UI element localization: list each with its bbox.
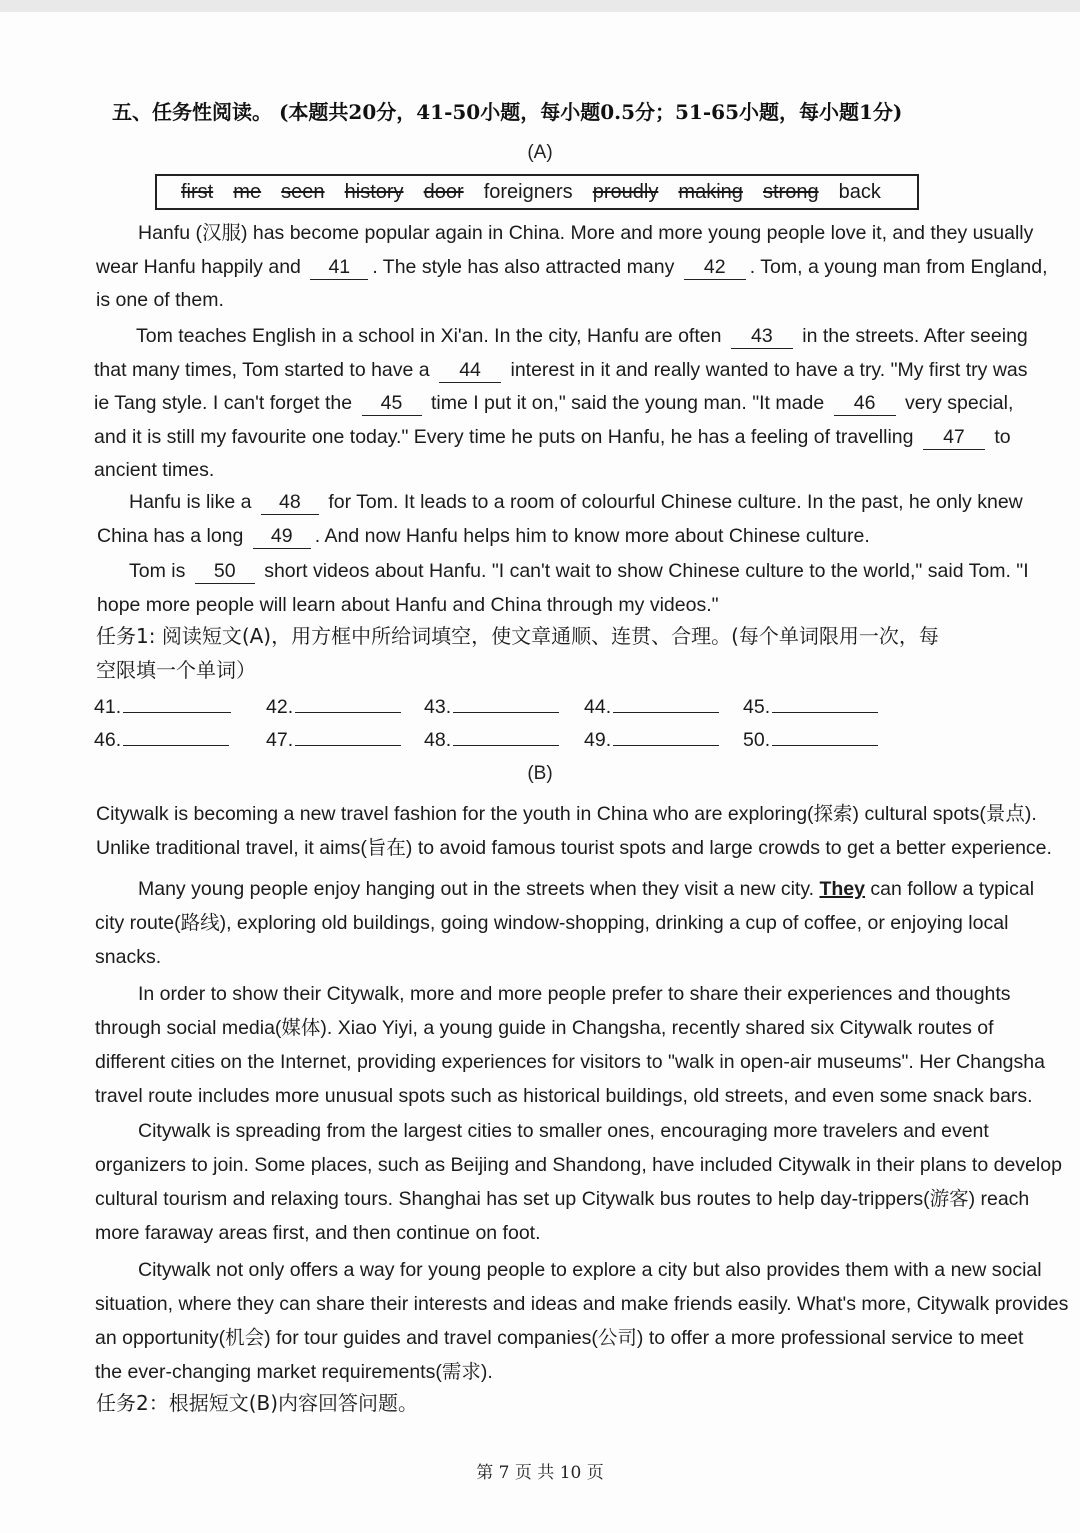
passage-b-paragraph-3 xyxy=(95,977,1045,1113)
passage-b-paragraph-2 xyxy=(95,872,1034,974)
text-span: Many young people enjoy hanging out in the streets when they visit a new city. xyxy=(138,878,815,900)
text-line xyxy=(97,520,1023,554)
text-line: through social media(媒体). Xiao Yiyi, a young guide in Changsha, recently shared six Citywalk routes of xyxy=(95,1017,994,1039)
answer-slot-42[interactable] xyxy=(266,694,401,719)
blank-43: 43 xyxy=(731,324,793,349)
text-line: 空限填一个单词） xyxy=(96,658,256,682)
text-span: time I put it on," said the young man. "It made xyxy=(430,392,825,414)
text-line: Hanfu (汉服) has become popular again in China. More and more young people love it, and they usually xyxy=(138,222,1034,244)
text-line xyxy=(97,486,1023,520)
blank-47: 47 xyxy=(923,425,985,450)
text-line: the ever-changing market requirements(需求). xyxy=(95,1361,493,1383)
word-box-word: strong xyxy=(762,180,819,203)
text-line: Citywalk is becoming a new travel fashion for the youth in China who are exploring(探索) cultural spots(景点). xyxy=(96,803,1037,825)
answer-slot-43[interactable] xyxy=(424,694,559,719)
word-box-word: foreigners xyxy=(483,180,573,203)
text-line xyxy=(94,387,1028,421)
word-box-word: first xyxy=(181,180,214,203)
blank-50: 50 xyxy=(195,559,255,584)
text-span: can follow a typical xyxy=(870,878,1035,900)
passage-a-paragraph-1 xyxy=(96,217,1048,318)
text-line: cultural tourism and relaxing tours. Shanghai has set up Citywalk bus routes to help day-trippers(游客) reach xyxy=(95,1188,1030,1210)
answer-slot-41[interactable] xyxy=(94,694,231,719)
text-span: wear Hanfu happily and xyxy=(96,255,301,278)
blank-42: 42 xyxy=(684,255,746,280)
passage-a-paragraph-4 xyxy=(97,555,1029,622)
text-span: Tom teaches English in a school in Xi'an. In the city, Hanfu are often xyxy=(136,325,722,347)
text-span: in the streets. After seeing xyxy=(802,325,1028,347)
text-line xyxy=(94,320,1028,354)
passage-a-paragraph-3 xyxy=(97,486,1023,553)
section-title: 五、任务性阅读。 (本题共20分，41-50小题，每小题0.5分；51-65小题，每小题1分) xyxy=(112,100,903,124)
word-box xyxy=(155,174,919,210)
text-line: city route(路线), exploring old buildings, going window-shopping, drinking a cup of coffee, or enjoying local xyxy=(95,912,1009,934)
text-span: short videos about Hanfu. "I can't wait to show Chinese culture to the world," said Tom. "I xyxy=(264,560,1029,582)
answer-number: 42. xyxy=(266,696,294,718)
underlined-they: They xyxy=(819,878,865,900)
text-line: Citywalk is spreading from the largest cities to smaller ones, encouraging more travelers and event xyxy=(138,1120,989,1142)
text-line: In order to show their Citywalk, more and more people prefer to share their experiences and thoughts xyxy=(138,983,1011,1005)
page-footer: 第 7 页 共 10 页 xyxy=(476,1463,604,1483)
answer-slot-50[interactable] xyxy=(743,727,878,752)
blank-48: 48 xyxy=(261,490,319,515)
text-span: ie Tang style. I can't forget the xyxy=(94,392,353,414)
answer-number: 48. xyxy=(424,729,452,751)
task-1-instructions xyxy=(96,619,939,687)
word-box-word: history xyxy=(344,180,404,203)
answer-slot-49[interactable] xyxy=(584,727,719,752)
answer-number: 44. xyxy=(584,696,612,718)
answer-slot-45[interactable] xyxy=(743,694,878,719)
text-span: that many times, Tom started to have a xyxy=(94,358,430,381)
task-2-instructions: 任务2：根据短文(B)内容回答问题。 xyxy=(96,1391,419,1415)
text-line xyxy=(97,555,1029,589)
text-span: Hanfu is like a xyxy=(129,491,252,513)
text-span: for Tom. It leads to a room of colourful Chinese culture. In the past, he only knew xyxy=(328,491,1023,513)
answer-number: 41. xyxy=(94,696,122,718)
text-line: travel route includes more unusual spots such as historical buildings, old streets, and even some snack bars. xyxy=(95,1085,1033,1107)
blank-44: 44 xyxy=(439,358,501,383)
text-span: . Tom, a young man from England, xyxy=(749,255,1048,278)
text-line: 任务1: 阅读短文(A)，用方框中所给词填空，使文章通顺、连贯、合理。(每个单词限用一次，每 xyxy=(96,624,939,648)
blank-45: 45 xyxy=(362,391,422,416)
text-line: is one of them. xyxy=(96,289,224,311)
answer-slot-46[interactable] xyxy=(94,727,229,752)
answer-slot-48[interactable] xyxy=(424,727,559,752)
word-box-word: making xyxy=(678,180,743,203)
answer-number: 45. xyxy=(743,696,771,718)
passage-b-paragraph-5 xyxy=(95,1253,1068,1389)
answer-number: 50. xyxy=(743,729,771,751)
text-line: ancient times. xyxy=(94,459,215,481)
text-span: Tom is xyxy=(129,560,186,582)
answer-slot-44[interactable] xyxy=(584,694,719,719)
word-box-word: door xyxy=(423,180,464,203)
text-line: Citywalk not only offers a way for young people to explore a city but also provides them with a new social xyxy=(138,1259,1042,1281)
word-box-word: proudly xyxy=(592,180,659,203)
blank-46: 46 xyxy=(834,391,896,416)
text-span: very special, xyxy=(905,392,1014,414)
answer-number: 43. xyxy=(424,696,452,718)
passage-b-paragraph-1 xyxy=(96,797,1052,865)
text-line: different cities on the Internet, providing experiences for visitors to "walk in open-air museums". Her Changsha xyxy=(95,1051,1045,1073)
text-line: situation, where they can share their interests and ideas and make friends easily. What's more, Citywalk provides xyxy=(95,1293,1069,1315)
text-span: China has a long xyxy=(97,524,244,547)
word-box-word: seen xyxy=(281,180,325,203)
word-box-word: back xyxy=(838,180,881,203)
text-line: more faraway areas first, and then continue on foot. xyxy=(95,1222,541,1244)
answer-number: 46. xyxy=(94,729,122,751)
text-span: interest in it and really wanted to have a try. "My first try was xyxy=(510,358,1028,381)
word-box-word: me xyxy=(233,180,262,203)
text-span: . The style has also attracted many xyxy=(372,255,675,278)
passage-b-paragraph-4 xyxy=(95,1114,1062,1250)
text-span: to xyxy=(994,425,1011,448)
answer-number: 47. xyxy=(266,729,294,751)
text-line xyxy=(94,354,1028,388)
text-line: an opportunity(机会) for tour guides and travel companies(公司) to offer a more professional service to meet xyxy=(95,1327,1024,1349)
blank-49: 49 xyxy=(253,524,311,549)
text-line xyxy=(96,251,1048,285)
text-span: . And now Hanfu helps him to know more about Chinese culture. xyxy=(314,524,870,547)
text-line: organizers to join. Some places, such as Beijing and Shandong, have included Citywalk in their plans to develop xyxy=(95,1154,1062,1176)
passage-a-paragraph-2 xyxy=(94,320,1028,488)
text-line xyxy=(94,421,1028,455)
part-b-label: (B) xyxy=(527,763,553,784)
answer-slot-47[interactable] xyxy=(266,727,401,752)
text-line: snacks. xyxy=(95,946,162,968)
part-a-label: (A) xyxy=(527,142,553,163)
answer-number: 49. xyxy=(584,729,612,751)
text-line: Unlike traditional travel, it aims(旨在) to avoid famous tourist spots and large crowds to get a better experience. xyxy=(96,837,1052,859)
text-span: and it is still my favourite one today." Every time he puts on Hanfu, he has a feeling of travelling xyxy=(94,425,914,448)
text-line xyxy=(95,872,1034,906)
blank-41: 41 xyxy=(310,255,368,280)
text-line: hope more people will learn about Hanfu and China through my videos." xyxy=(97,593,719,616)
